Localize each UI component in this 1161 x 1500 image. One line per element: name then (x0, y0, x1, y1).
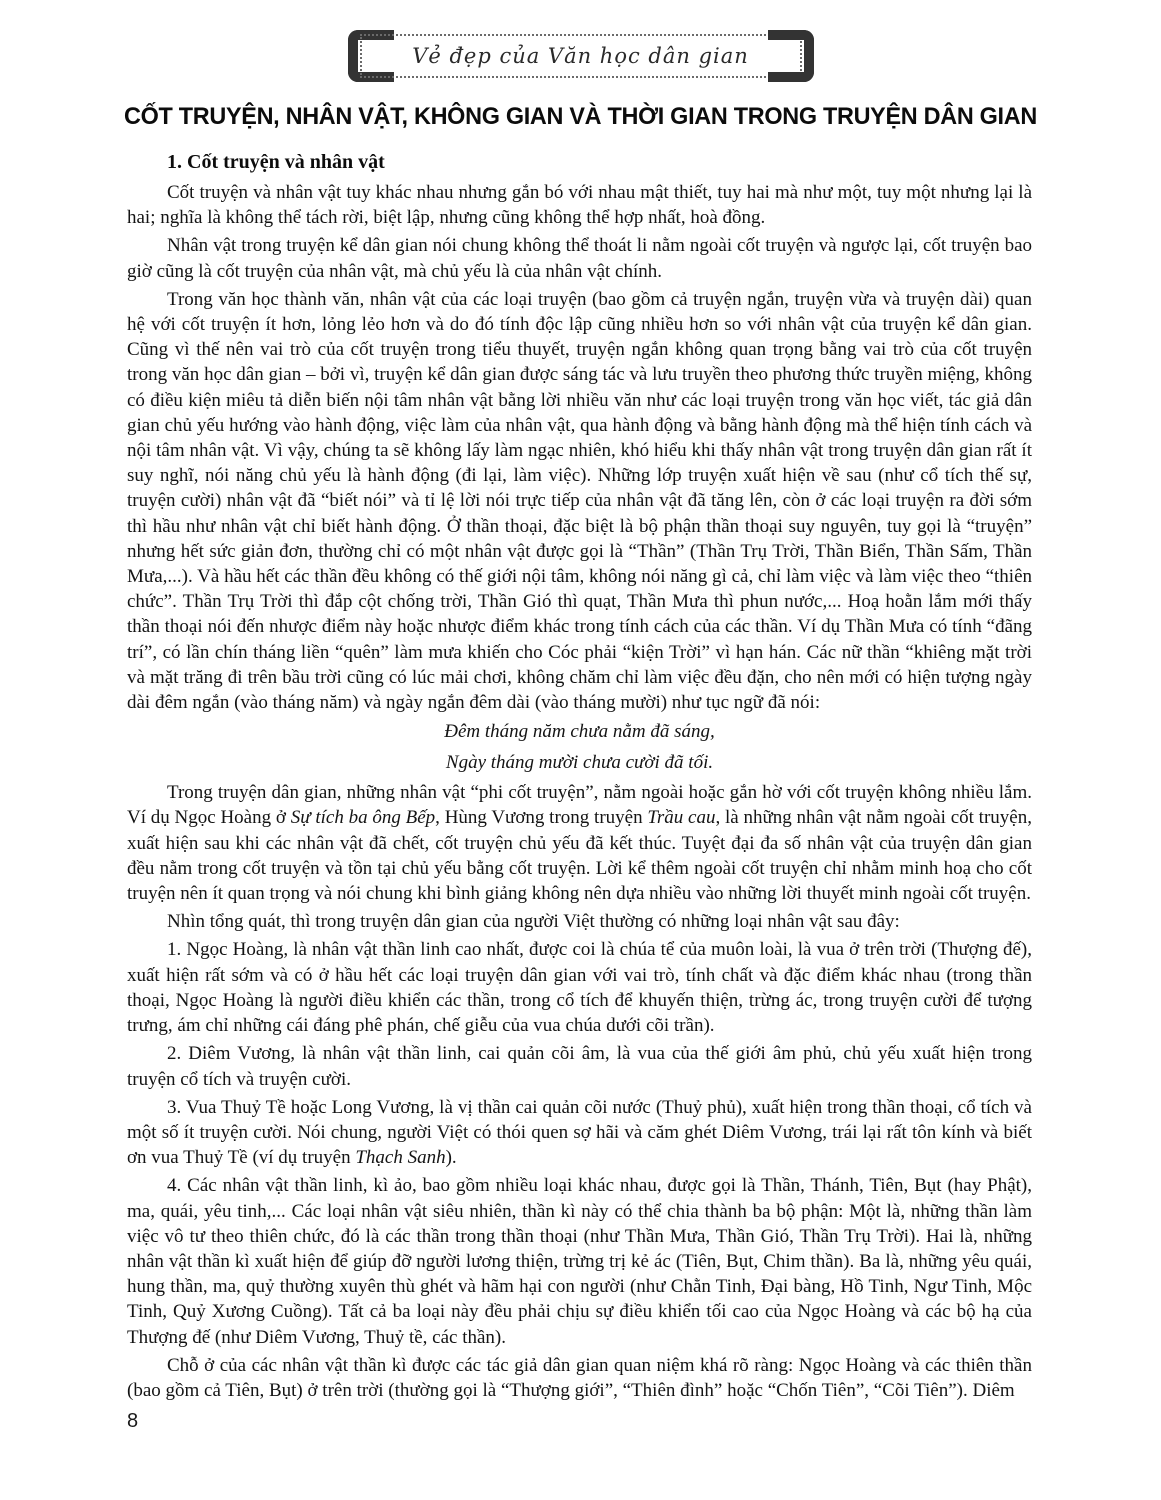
paragraph-10: Chỗ ở của các nhân vật thần kì được các tác giả dân gian quan niệm khá rõ ràng: Ngọc Hoàng và các thiên thần (bao gồm cả Tiên, Bụt) ở trên trời (thường gọi là “Thượng giới”, “Thiên đình” hoặc “Chốn Tiên”, “Cõi Tiên”). Diêm (127, 1354, 1032, 1401)
paragraph-2: Nhân vật trong truyện kể dân gian nói chung không thể thoát li nằm ngoài cốt truyện và ngược lại, cốt truyện bao giờ cũng là cốt truyện của nhân vật, mà chủ yếu là của nhân vật chính. (127, 235, 1032, 282)
paragraph-8-text: ). (445, 1147, 457, 1169)
paragraph-3: Trong văn học thành văn, nhân vật của các loại truyện (bao gồm cả truyện ngắn, truyện vừa và truyện dài) quan hệ với cốt truyện ít hơn, lỏng lẻo hơn và do đó tính độc lập cũng nhiều hơn so với nhân vật của truyện kể dân gian. Cũng vì thế nên vai trò của cốt truyện trong tiểu thuyết, truyện ngắn không quan trọng bằng vai trò của cốt truyện trong văn học dân gian – bởi vì, truyện kể dân gian được sáng tác và lưu truyền theo phương thức truyền miệng, không có điều kiện miêu tả diễn biến nội tâm nhân vật bằng lời nhiều văn như các loại truyện trong văn học viết, tác giả dân gian chủ yếu hướng vào hành động, việc làm của nhân vật, qua hành động và bằng hành động mà thể hiện tính cách và nội tâm nhân vật. Vì vậy, chúng ta sẽ không lấy làm ngạc nhiên, khó hiểu khi thấy nhân vật trong truyện dân gian rất ít suy nghĩ, nói năng chủ yếu là hành động (đi lại, làm việc). Những lớp truyện xuất hiện về sau (như cổ tích thế sự, truyện cười) nhân vật đã “biết nói” và tỉ lệ lời nói trực tiếp của nhân vật đã tăng lên, còn ở các loại truyện ra đời sớm thì hầu như nhân vật chỉ biết hành động. Ở thần thoại, đặc biệt là bộ phận thần thoại suy nguyên, tuy gọi là “truyện” nhưng hết sức giản đơn, thường chỉ có một nhân vật được gọi là “Thần” (Thần Trụ Trời, Thần Biển, Thần Sấm, Thần Mưa,...). Và hầu hết các thần đều không có thế giới nội tâm, không nói năng gì cả, chỉ làm việc và làm việc theo “thiên chức”. Thần Trụ Trời thì đắp cột chống trời, Thần Gió thì quạt, Thần Mưa thì phun nước,... Hoạ hoằn lắm mới thấy thần thoại nói đến nhược điểm này hoặc nhược điểm khác trong tính cách của các thần. Ví dụ Thần Mưa có tính “đãng trí”, có lần chín tháng liền “quên” làm mưa khiến cho Cóc phải “kiện Trời” vì hạn hán. Các nữ thần “khiêng mặt trời và mặt trăng đi trên bầu trời cũng có lúc mải chơi, không chăm chỉ làm việc đều đặn, cho nên mới có hiện tượng ngày dài đêm ngắn (vào tháng năm) và ngày ngắn đêm dài (vào tháng mười) như tục ngữ đã nói: (127, 288, 1032, 714)
paragraph-1: Cốt truyện và nhân vật tuy khác nhau nhưng gắn bó với nhau mật thiết, tuy hai mà như một, tuy một nhưng lại là hai; nghĩa là không thể tách rời, biệt lập, nhưng cũng không thể hợp nhất, hoà đồng. (127, 182, 1032, 229)
paragraph-6: 1. Ngọc Hoàng, là nhân vật thần linh cao nhất, được coi là chúa tể của muôn loài, là vua ở trên trời (Thượng đế), xuất hiện rất sớm và có ở hầu hết các loại truyện dân gian với vai trò, tính chất và đặc điểm khác nhau (trong thần thoại, Ngọc Hoàng là người điều khiển các thần, trong cổ tích để khuyến thiện, trừng ác, trong truyện cười để tượng trưng, ám chỉ những cái đáng phê phán, chế giễu của vua chúa dưới cõi trần). (127, 939, 1032, 1037)
paragraph-7: 2. Diêm Vương, là nhân vật thần linh, cai quản cõi âm, là vua của thế giới âm phủ, chủ yếu xuất hiện trong truyện cổ tích và truyện cười. (127, 1043, 1032, 1090)
banner-frame (360, 34, 802, 78)
story-title-italic: Thạch Sanh (355, 1147, 446, 1169)
banner-right-bracket-icon (768, 30, 814, 82)
paragraph-4-text: , Hùng Vương trong truyện (435, 807, 648, 829)
story-title-italic: Sự tích ba ông Bếp (290, 807, 436, 829)
paragraph-8-text: 3. Vua Thuỷ Tề hoặc Long Vương, là vị thần cai quản cõi nước (Thuỷ phủ), xuất hiện trong thần thoại, cổ tích và một số ít truyện cười. Nói chung, người Việt có thói quen sợ hãi và căm ghét Diêm Vương, trái lại rất tôn kính và biết ơn vua Thuỷ Tề (ví dụ truyện (127, 1096, 1032, 1169)
page-header-banner (348, 33, 814, 79)
section-heading: 1. Cốt truyện và nhân vật (167, 151, 385, 173)
paragraph-4 (127, 780, 1032, 906)
story-title-italic: Trầu cau (647, 807, 716, 829)
paragraph-9: 4. Các nhân vật thần linh, kì ảo, bao gồm nhiều loại khác nhau, được gọi là Thần, Thánh, Tiên, Bụt (hay Phật), ma, quái, yêu tinh,... Các loại nhân vật siêu nhiên, thần kì này có thể chia thành ba bộ phận: Một là, những thần làm việc vô tư theo thiên chức, đó là các thần trong thần thoại (như Thần Mưa, Thần Gió, Thần Trụ Trời). Hai là, những nhân vật thần kì xuất hiện để giúp đỡ người lương thiện, trừng trị kẻ ác (Tiên, Bụt, Chim thần). Ba là, những yêu quái, hung thần, ma, quỷ thường xuyên thù ghét và hãm hại con người (như Chằn Tinh, Đại bàng, Hồ Tinh, Ngư Tinh, Mộc Tinh, Quỷ Xương Cuồng). Tất cả ba loại này đều phải chịu sự điều khiển tối cao của Ngọc Hoàng và các bộ hạ của Thượng đế (như Diêm Vương, Thuỷ tề, các thần). (127, 1175, 1032, 1348)
chapter-title: CỐT TRUYỆN, NHÂN VẬT, KHÔNG GIAN VÀ THỜI GIAN TRONG TRUYỆN DÂN GIAN (124, 103, 1037, 130)
book-series-title: Vẻ đẹp của Văn học dân gian (412, 44, 749, 68)
page-body (127, 151, 1032, 1403)
verse-line-1: Đêm tháng năm chưa nằm đã sáng, (444, 721, 715, 743)
paragraph-8 (127, 1095, 1032, 1171)
paragraph-5: Nhìn tổng quát, thì trong truyện dân gian của người Việt thường có những loại nhân vật sau đây: (167, 911, 900, 933)
paragraph-4-text: Trong truyện dân gian, những nhân vật “phi cốt truyện”, nằm ngoài hoặc gắn hờ với cốt truyện không nhiều lắm. Ví dụ Ngọc Hoàng ở (127, 782, 1032, 829)
paragraph-4-text: , là những nhân vật nằm ngoài cốt truyện, xuất hiện sau khi các nhân vật đã chết, cốt truyện chủ yếu đã kết thúc. Tuyệt đại đa số nhân vật của truyện dân gian đều nằm trong cốt truyện và tồn tại chủ yếu bằng cốt truyện. Lời kể thêm ngoài cốt truyện chỉ nhằm minh hoạ cho cốt truyện nên ít quan trọng và nói chung khi bình giảng không nên dựa nhiều vào những lời thuyết minh ngoài cốt truyện. (127, 807, 1032, 905)
page-number: 8 (127, 1410, 139, 1432)
verse-line-2: Ngày tháng mười chưa cười đã tối. (445, 752, 714, 774)
